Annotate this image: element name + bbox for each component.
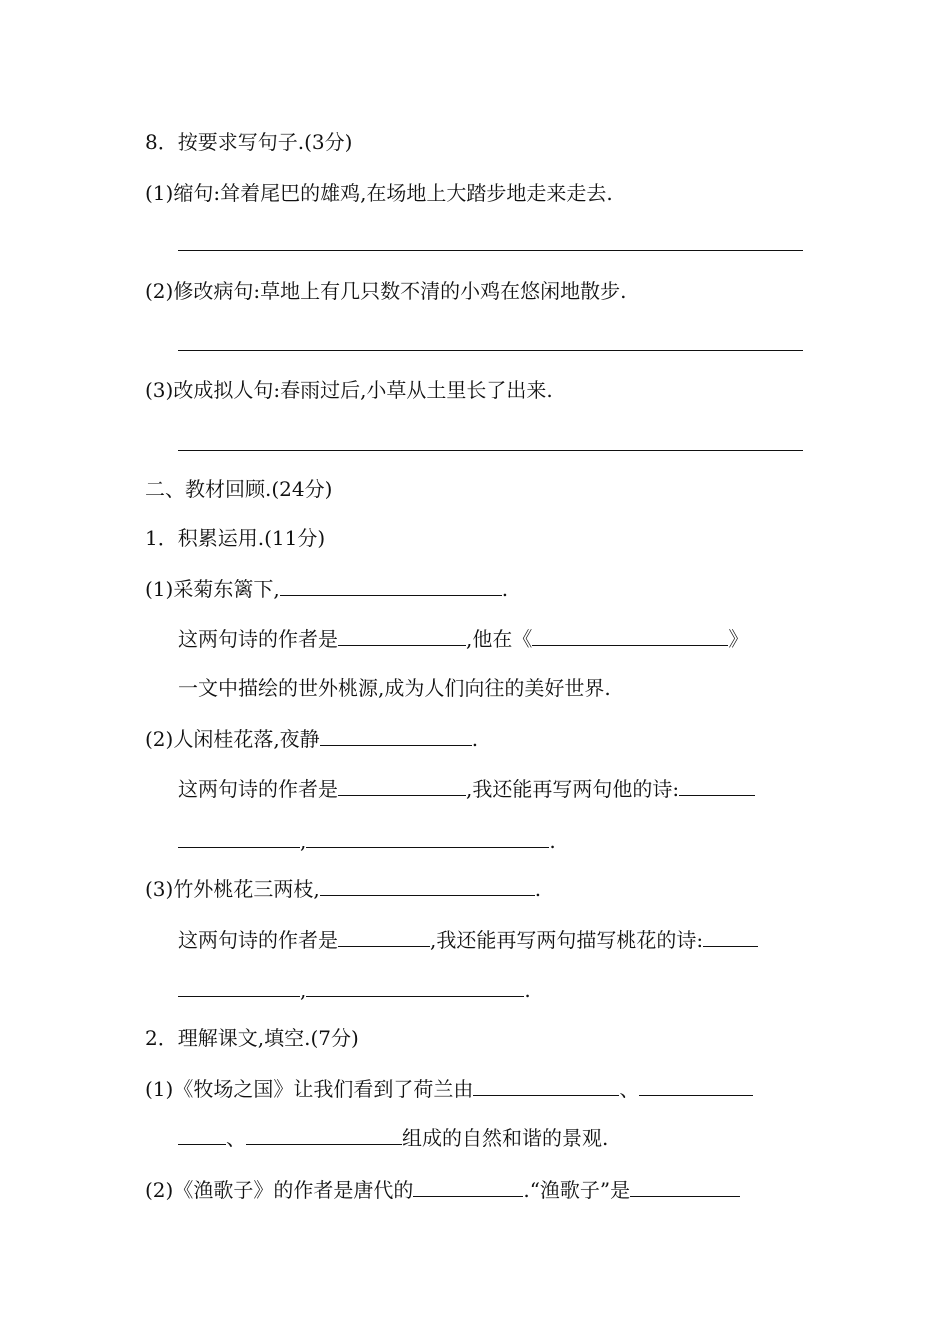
punct: . [471,727,479,751]
punct: 、 [619,1077,640,1101]
s2-q2-p1-end: 组成的自然和谐的景观. [402,1126,609,1150]
punct: , [300,829,307,853]
q8-answer-line-1[interactable] [178,250,803,251]
s2-q1-p3-text: (3)竹外桃花三两枝, [145,877,320,901]
section2-title: 二、教材回顾.(24分) [145,477,333,501]
blank[interactable] [306,974,524,997]
blank[interactable] [338,773,466,796]
q8-answer-line-3[interactable] [178,450,803,451]
book-close: 》 [728,627,749,651]
blank[interactable] [630,1174,740,1197]
author-prompt: 这两句诗的作者是 [178,627,338,651]
s2-q1-part2 [145,723,478,753]
s2-q2-p2-cont: .“渔歌子”是 [523,1178,631,1202]
blank[interactable] [320,873,535,896]
s2-q1-part2-author [178,773,755,803]
s2-q1-title: 1．积累运用.(11分) [145,526,326,550]
blank[interactable] [639,1073,753,1096]
punct: . [534,877,542,901]
blank[interactable] [246,1122,402,1145]
s2-q2-part2 [145,1174,740,1204]
author-prompt: 这两句诗的作者是 [178,777,338,801]
punct: . [549,829,556,853]
blank[interactable] [703,924,758,947]
poem-prompt: ,我还能再写两句他的诗: [466,777,680,801]
s2-q2-p1-text: (1)《牧场之国》让我们看到了荷兰由 [145,1077,474,1101]
s2-q2-part1-cont [178,1122,608,1152]
blank[interactable] [178,974,300,997]
author-prompt: 这两句诗的作者是 [178,928,338,952]
s2-q1-part3-poem [178,974,531,1004]
q8-answer-line-2[interactable] [178,350,803,351]
blank[interactable] [280,573,502,596]
s2-q1-p1-text: (1)采菊东篱下, [145,577,280,601]
poem-prompt: ,我还能再写两句描写桃花的诗: [430,928,704,952]
blank[interactable] [413,1174,523,1197]
punct: . [524,978,531,1002]
q8-item-3: (3)改成拟人句:春雨过后,小草从土里长了出来. [145,378,553,402]
blank[interactable] [178,825,300,848]
blank[interactable] [338,924,430,947]
punct: 、 [226,1126,246,1150]
s2-q1-part2-poem [178,825,556,855]
q8-title: 8．按要求写句子.(3分) [145,130,353,154]
blank[interactable] [473,1073,619,1096]
blank[interactable] [338,623,466,646]
punct: . [501,577,509,601]
blank[interactable] [306,825,549,848]
blank[interactable] [320,723,472,746]
s2-q1-part3 [145,873,541,903]
book-prompt: ,他在《 [466,627,533,651]
s2-q2-part1 [145,1073,753,1103]
s2-q1-part1 [145,573,508,603]
q8-item-1: (1)缩句:耸着尾巴的雄鸡,在场地上大踏步地走来走去. [145,181,613,205]
s2-q2-title: 2．理解课文,填空.(7分) [145,1026,359,1050]
blank[interactable] [178,1122,226,1145]
s2-q2-p2-text: (2)《渔歌子》的作者是唐代的 [145,1178,414,1202]
s2-q1-p2-text: (2)人闲桂花落,夜静 [145,727,320,751]
s2-q1-part1-author [178,623,748,653]
q8-item-2: (2)修改病句:草地上有几只数不清的小鸡在悠闲地散步. [145,279,627,303]
blank[interactable] [679,773,755,796]
s2-q1-part1-desc: 一文中描绘的世外桃源,成为人们向往的美好世界. [178,676,611,700]
punct: , [300,978,307,1002]
s2-q1-part3-author [178,924,758,954]
blank[interactable] [532,623,728,646]
